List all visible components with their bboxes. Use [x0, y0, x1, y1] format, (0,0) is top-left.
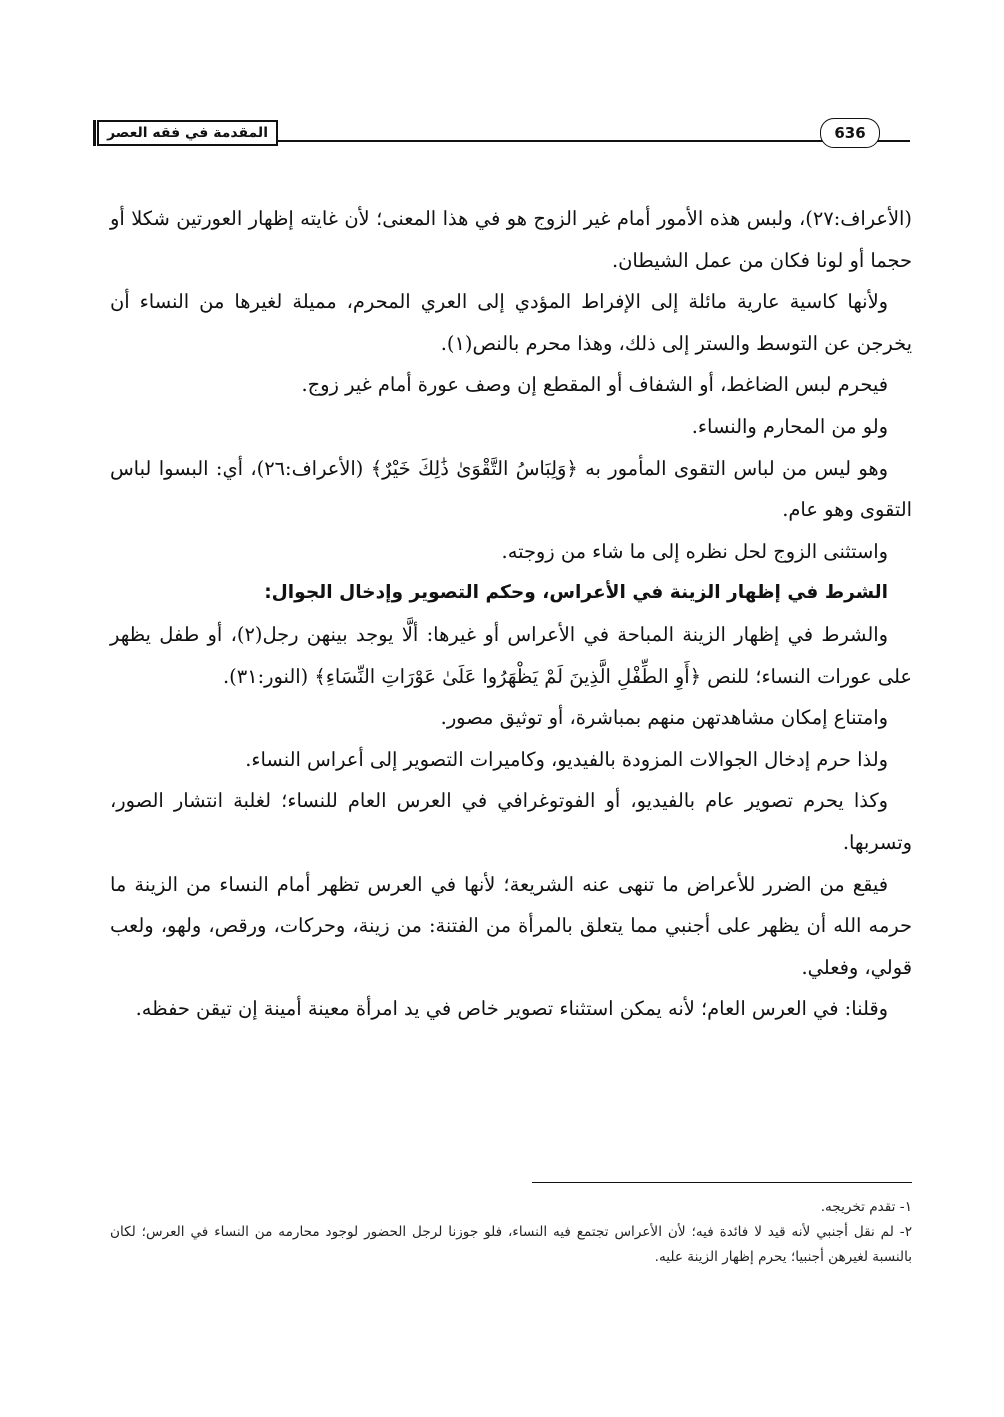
page-header — [107, 118, 910, 148]
paragraph: فيقع من الضرر للأعراض ما تنهى عنه الشريعة؛ لأنها في العرس تظهر أمام النساء من الزينة ما حرمه الله أن يظهر على أجنبي مما يتعلق بالمرأة من الفتنة: من زينة، وحركات، ورقص، ولهو، ولعب قولي، وفعلي. — [110, 872, 912, 979]
footnote-separator — [532, 1182, 912, 1183]
paragraph: وكذا يحرم تصوير عام بالفيديو، أو الفوتوغرافي في العرس العام للنساء؛ لغلبة انتشار الصور، وتسربها. — [110, 789, 912, 854]
running-title: المقدمة في فقه العصر — [97, 120, 278, 146]
footnote: ٢- لم نقل أجنبي لأنه قيد لا فائدة فيه؛ لأن الأعراس تجتمع فيه النساء، فلو جوزنا لرجل الحضور لوجود محارمه من النساء في العرس؛ لكان بالنسبة لغيرهن أجنبيا؛ يحرم إظهار الزينة عليه. — [110, 1224, 912, 1265]
paragraph: ولذا حرم إدخال الجوالات المزودة بالفيديو، وكاميرات التصوير إلى أعراس النساء. — [245, 747, 888, 771]
page-number: 636 — [820, 118, 880, 148]
paragraph: وهو ليس من لباس التقوى المأمور به ﴿وَلِبَاسُ التَّقْوَىٰ ذَٰلِكَ خَيْرٌ﴾ (الأعراف:٢٦)، أي: البسوا لباس التقوى وهو عام. — [110, 456, 912, 522]
section-heading: الشرط في إظهار الزينة في الأعراس، وحكم التصوير وإدخال الجوال: — [264, 582, 888, 604]
paragraph: ولو من المحارم والنساء. — [691, 414, 888, 438]
paragraph: فيحرم لبس الضاغط، أو الشفاف أو المقطع إن وصف عورة أمام غير زوج. — [301, 373, 888, 397]
main-text — [110, 198, 912, 1030]
paragraph: (الأعراف:٢٧)، ولبس هذه الأمور أمام غير الزوج هو في هذا المعنى؛ لأن غايته إظهار العورتين شكلا أو حجما أو لونا فكان من عمل الشيطان. — [110, 207, 912, 272]
paragraph: والشرط في إظهار الزينة المباحة في الأعراس أو غيرها: ألَّا يوجد بينهن رجل(٢)، أو طفل يظهر على عورات النساء؛ للنص ﴿أَوِ الطِّفْلِ الَّذِينَ لَمْ يَظْهَرُوا عَلَىٰ عَوْرَاتِ النِّسَاءِ﴾ (النور:٣١). — [110, 622, 912, 688]
paragraph: وامتناع إمكان مشاهدتهن منهم بمباشرة، أو توثيق مصور. — [440, 706, 888, 730]
paragraph: ولأنها كاسية عارية مائلة إلى الإفراط المؤدي إلى العري المحرم، مميلة لغيرها من النساء أن يخرجن عن التوسط والستر إلى ذلك، وهذا محرم بالنص(١). — [110, 290, 912, 355]
paragraph: واستثنى الزوج لحل نظره إلى ما شاء من زوجته. — [501, 539, 888, 563]
footnote: ١- تقدم تخريجه. — [820, 1199, 912, 1215]
paragraph: وقلنا: في العرس العام؛ لأنه يمكن استثناء تصوير خاص في يد امرأة معينة أمينة إن تيقن حفظه. — [135, 997, 888, 1021]
footnotes — [110, 1182, 912, 1270]
